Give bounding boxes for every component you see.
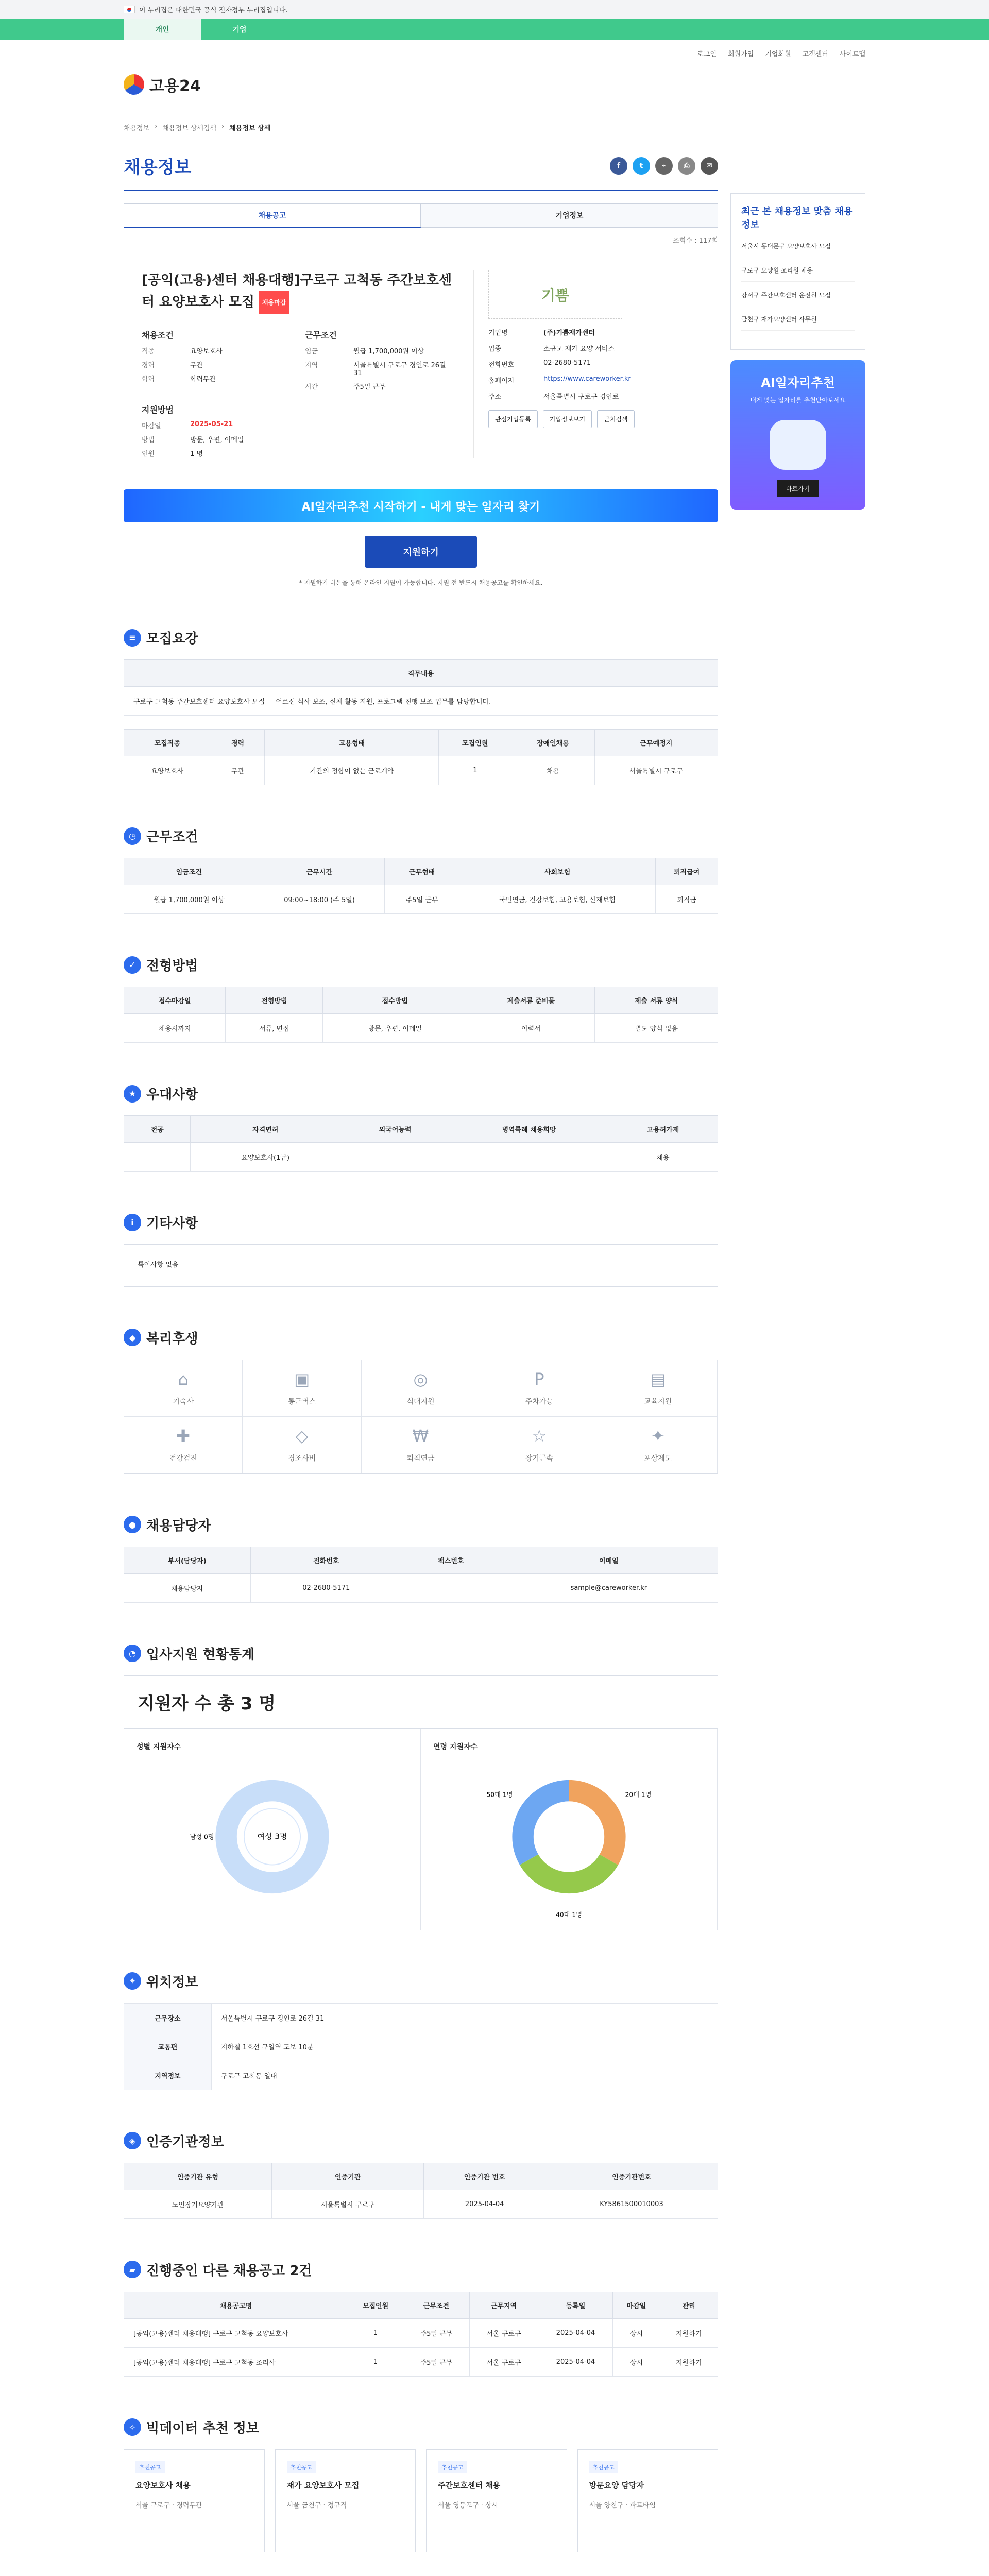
site-header — [0, 66, 989, 113]
robot-icon — [770, 420, 826, 470]
summary-info-grid — [142, 329, 456, 458]
twitter-icon[interactable]: t — [633, 157, 650, 175]
stats-header — [124, 1675, 718, 1728]
job-tabs — [124, 203, 718, 228]
location-table: 근무장소 서울특별시 구로구 경인로 26길 31 교통편 지하철 1호선 구일역 도보 10분 지역정보 구로구 고척동 일대 — [124, 2003, 718, 2090]
main-content — [124, 142, 718, 2552]
summary-left — [142, 270, 456, 458]
korea-flag-icon — [124, 6, 135, 13]
recent-job-item[interactable]: 금천구 재가요양센터 사무원 — [741, 314, 855, 330]
age-label-1: 40대 1명 — [556, 1910, 582, 1918]
benefit-item: ✚ 건강검진 — [124, 1417, 243, 1473]
age-donut-hole — [541, 1808, 597, 1865]
tab-company[interactable]: 기업 — [232, 26, 247, 34]
briefcase-icon: ▰ — [124, 2261, 141, 2278]
recent-jobs-box: 최근 본 채용정보 맞춤 채용정보 서울시 동대문구 요양보호사 모집 구로구 요양원 조리원 채용 강서구 주간보호센터 운전원 모집 금천구 재가요양센터 사무원 — [730, 193, 865, 350]
job-summary-table: 모집직종 경력 고용형태 모집인원 장애인채용 근무예정지 요양보호사 무관 기간의 정함이 없는 근로계약 1 채용 서울특별시 구로구 — [124, 729, 718, 785]
breadcrumb-home[interactable]: 채용정보 — [124, 125, 150, 132]
other-job-apply-link[interactable]: 지원하기 — [660, 2347, 718, 2376]
agency-table: 인증기관 유형 인증기관 인증기관 번호 인증기관번호 노인장기요양기관 서울특별시 구로구 2025-04-04 KY5861500010003 — [124, 2163, 718, 2219]
company-summary — [473, 270, 700, 458]
gift-icon: ◇ — [295, 1426, 309, 1446]
link-icon[interactable]: ⌁ — [655, 157, 673, 175]
method-table: 접수마감일 전형방법 접수방법 제출서류 준비물 제출 서류 양식 채용시까지 서류, 면접 방문, 우편, 이메일 이력서 별도 양식 없음 — [124, 987, 718, 1043]
section-agency: ◈ 인증기관정보 인증기관 유형 인증기관 인증기관 번호 인증기관번호 노인장기요양기관 서울특별시 구로구 2025-04-04 KY5861500010003 — [124, 2131, 718, 2219]
etc-textbox: 특이사항 없음 — [124, 1244, 718, 1287]
apply-button[interactable]: 지원하기 — [365, 536, 477, 568]
medal-icon: ✦ — [651, 1426, 665, 1446]
ai-go-button[interactable]: 바로가기 — [777, 480, 819, 497]
tab-company-info[interactable]: 기업정보 — [421, 203, 718, 228]
work-table: 임금조건 근무시간 근무형태 사회보험 퇴직급여 월급 1,700,000원 이상 09:00~18:00 (주 5일) 주5일 근무 국민연금, 건강보험, 고용보험, 산재보험 퇴직금 — [124, 858, 718, 914]
section-preference: ★ 우대사항 전공 자격면허 외국어능력 병역특례 채용희망 고용허가제 요양보호사(1급) 채용 — [124, 1084, 718, 1172]
condition-info: 근무조건 임금 월급 1,700,000원 이상 지역 서울특별시 구로구 경인로 26길 31 시간 주5일 근무 — [305, 330, 446, 391]
util-signup[interactable]: 회원가입 — [728, 50, 754, 58]
recent-job-item[interactable]: 서울시 동대문구 요양보호사 모집 — [741, 241, 855, 257]
section-recruit: ≡ 모집요강 직무내용 구로구 고척동 주간보호센터 요양보호사 모집 — 어르신 식사 보조, 신체 활동 지원, 프로그램 진행 보조 업무를 담당합니다. 모집직종 경력 고용형태 모집인원 장애인채용 근무예정지 요양보호사 무관 기간의 정함이 없는 근로계약 1 채용 서울특별시 구로구 — [124, 628, 718, 785]
preference-table: 전공 자격면허 외국어능력 병역특례 채용희망 고용허가제 요양보호사(1급) 채용 — [124, 1115, 718, 1172]
tab-personal[interactable]: 개인 — [124, 19, 201, 40]
recommend-card[interactable]: 추천공고 재가 요양보호사 모집 서울 금천구 · 정규직 — [275, 2449, 416, 2552]
favorite-company-button[interactable]: 관심기업등록 — [488, 410, 538, 428]
benefit-item: ✦ 포상제도 — [599, 1417, 718, 1473]
util-help[interactable]: 고객센터 — [802, 50, 828, 58]
section-contact: ● 채용담당자 부서(담당자) 전화번호 팩스번호 이메일 채용담당자 02-2680-5171 sample@careworker.kr — [124, 1515, 718, 1603]
check-icon: ✓ — [124, 956, 141, 974]
benefit-item: ▤ 교육지원 — [599, 1360, 718, 1417]
award-icon: ☆ — [532, 1426, 547, 1446]
recent-job-item[interactable]: 구로구 요양원 조리원 채용 — [741, 265, 855, 281]
benefit-item: ⌂ 기숙사 — [124, 1360, 243, 1417]
nearby-button[interactable]: 근처검색 — [597, 410, 634, 428]
shield-icon: ◈ — [124, 2132, 141, 2149]
clock-icon: ◷ — [124, 827, 141, 845]
tab-job-post[interactable]: 채용공고 — [124, 203, 421, 228]
apply-info: 지원방법 마감일 2025-05-21 방법 방문, 우편, 이메일 인원 1 명 — [142, 405, 244, 458]
section-location: ⌖ 위치정보 근무장소 서울특별시 구로구 경인로 26길 31 교통편 지하철 1호선 구일역 도보 10분 지역정보 구로구 고척동 일대 — [124, 1972, 718, 2090]
gender-label-female: 여성 3명 — [257, 1832, 287, 1841]
share-actions — [610, 157, 718, 175]
age-label-2: 50대 1명 — [486, 1790, 513, 1798]
health-icon: ✚ — [176, 1426, 191, 1446]
util-login[interactable]: 로그인 — [697, 50, 717, 58]
company-homepage-link[interactable]: https://www.careworker.kr — [543, 375, 631, 383]
gender-donut-chart — [137, 1752, 408, 1922]
page-header — [124, 142, 718, 191]
gender-chart-card: 성별 지원자수 여성 3명 남성 0명 — [124, 1729, 421, 1930]
benefit-item: ▣ 통근버스 — [243, 1360, 361, 1417]
recruit-table: 직무내용 구로구 고척동 주간보호센터 요양보호사 모집 — 어르신 식사 보조, 신체 활동 지원, 프로그램 진행 보조 업무를 담당합니다. — [124, 659, 718, 716]
apply-area — [124, 536, 718, 587]
logo-icon — [124, 74, 144, 95]
sparkle-icon: ✧ — [124, 2418, 141, 2436]
recent-jobs-list — [741, 241, 855, 331]
section-stats: ◔ 입사지원 현황통계 지원자 수 총 3 명 성별 지원자수 여성 3명 남성 0명 연령 지원자수 20대 1명 40대 1명 50대 1명 — [124, 1644, 718, 1930]
section-recommend: ✧ 빅데이터 추천 정보 추천공고 요양보호사 채용 서울 구로구 · 경력무관 추천공고 재가 요양보호사 모집 서울 금천구 · 정규직 추천공고 주간보호센터 채용 서울 영등포구 · 상시 추천공고 방문요양 담당자 서울 양천구 · 파트타임 — [124, 2418, 718, 2552]
table-row: [공익(고용)센터 채용대행] 구로구 고척동 요양보호사 1 주5일 근무 서울 구로구 2025-04-04 상시 지원하기 — [124, 2318, 718, 2347]
person-icon: ● — [124, 1516, 141, 1533]
print-icon[interactable]: ⎙ — [678, 157, 695, 175]
util-sitemap[interactable]: 사이트맵 — [839, 50, 865, 58]
age-chart-card: 연령 지원자수 20대 1명 40대 1명 50대 1명 — [421, 1729, 718, 1930]
table-row: [공익(고용)센터 채용대행] 구로구 고척동 조리사 1 주5일 근무 서울 구로구 2025-04-04 상시 지원하기 — [124, 2347, 718, 2376]
company-buttons — [488, 410, 700, 428]
map-pin-icon: ⌖ — [124, 1972, 141, 1990]
logo-text: 고용24 — [149, 77, 201, 95]
parking-icon: P — [534, 1369, 544, 1389]
benefit-item: ☆ 장기근속 — [480, 1417, 599, 1473]
utility-menu — [124, 40, 865, 66]
star-icon: ★ — [124, 1085, 141, 1103]
benefit-item: P 주차가능 — [480, 1360, 599, 1417]
facebook-icon[interactable]: f — [610, 157, 627, 175]
contact-table: 부서(담당자) 전화번호 팩스번호 이메일 채용담당자 02-2680-5171 sample@careworker.kr — [124, 1547, 718, 1603]
stats-charts — [124, 1728, 718, 1930]
util-company[interactable]: 기업회원 — [765, 50, 791, 58]
work-info: 채용조건 직종 요양보호사 경력 무관 학력 학력무관 — [142, 330, 223, 383]
section-work-conditions: ◷ 근무조건 임금조건 근무시간 근무형태 사회보험 퇴직급여 월급 1,700,000원 이상 09:00~18:00 (주 5일) 주5일 근무 국민연금, 건강보험, 고용보험, 산재보험 퇴직금 — [124, 826, 718, 914]
recommend-card[interactable]: 추천공고 요양보호사 채용 서울 구로구 · 경력무관 — [124, 2449, 265, 2552]
benefit-item: ◎ 식대지원 — [362, 1360, 480, 1417]
ai-recommend-box[interactable]: AI일자리추천 내게 맞는 일자리를 추천받아보세요 바로가기 — [730, 360, 865, 510]
info-icon: i — [124, 1214, 141, 1231]
job-summary — [124, 252, 718, 476]
ai-banner-text: AI일자리추천 시작하기 - 내게 맞는 일자리 찾기 — [301, 500, 540, 514]
ai-banner[interactable] — [124, 489, 718, 522]
other-job-apply-link[interactable]: 지원하기 — [660, 2318, 718, 2347]
recommend-grid — [124, 2449, 718, 2552]
education-icon: ▤ — [650, 1369, 666, 1389]
bus-icon: ▣ — [294, 1369, 310, 1389]
company-info-button[interactable]: 기업정보보기 — [543, 410, 592, 428]
apply-notice: * 지원하기 버튼을 통해 온라인 지원이 가능합니다. 지원 전 반드시 채용공고를 확인하세요. — [299, 579, 543, 586]
breadcrumb: 채용정보 › 채용정보 상세검색 › 채용정보 상세 — [124, 123, 271, 132]
recent-job-item[interactable]: 강서구 주간보호센터 운전원 모집 — [741, 290, 855, 306]
breadcrumb-current: 채용정보 상세 — [229, 125, 271, 132]
section-other-jobs: ▰ 진행중인 다른 채용공고 2건 채용공고명 모집인원 근무조건 근무지역 등록일 마감일 관리 [공익(고용)센터 채용대행] 구로구 고척동 요양보호사 1 주5일 근무 서울 구로구 2025-04-04 상시 지원하기 [공익(고용)센터 채용대행] 구로구 고척동 조리사 1 주5일 근무 서울 구로구 2025-04-04 상시 지원하기 — [124, 2260, 718, 2377]
section-method: ✓ 전형방법 접수마감일 전형방법 접수방법 제출서류 준비물 제출 서류 양식 채용시까지 서류, 면접 방문, 우편, 이메일 이력서 별도 양식 없음 — [124, 955, 718, 1043]
user-type-tabs — [0, 19, 989, 40]
right-sidebar — [730, 142, 865, 2552]
job-title: [공익(고용)센터 채용대행]구로구 고척동 주간보호센터 요양보호사 모집 채용마감 — [142, 270, 456, 314]
section-benefit: ◆ 복리후생 ⌂ 기숙사 ▣ 통근버스 ◎ 식대지원 P 주차가능 ▤ 교육지원 ✚ 건강검진 ◇ 경조사비 ₩ 퇴직연금 ☆ 장기근속 ✦ 포상제도 — [124, 1328, 718, 1474]
page-title: 채용정보 — [124, 157, 192, 178]
status-badge: 채용마감 — [259, 291, 289, 314]
section-etc: i 기타사항 특이사항 없음 — [124, 1213, 718, 1287]
gift-icon: ◆ — [124, 1329, 141, 1346]
gov-notice-bar — [0, 0, 989, 19]
recommend-card[interactable]: 추천공고 주간보호센터 채용 서울 영등포구 · 상시 — [426, 2449, 567, 2552]
benefit-item: ₩ 퇴직연금 — [362, 1417, 480, 1473]
gender-label-male: 남성 0명 — [190, 1833, 214, 1841]
view-count: 조회수 : 117회 — [673, 237, 718, 245]
mail-icon[interactable]: ✉ — [701, 157, 718, 175]
recommend-card[interactable]: 추천공고 방문요양 담당자 서울 양천구 · 파트타임 — [577, 2449, 719, 2552]
meal-icon: ◎ — [413, 1369, 428, 1389]
document-icon: ≡ — [124, 629, 141, 647]
site-logo[interactable] — [124, 73, 201, 96]
gov-notice-text: 이 누리집은 대한민국 공식 전자정부 누리집입니다. — [139, 6, 288, 14]
breadcrumb-search[interactable]: 채용정보 상세검색 — [162, 125, 217, 132]
applicant-count: 지원자 수 총 3 명 — [138, 1693, 276, 1714]
home-icon: ⌂ — [178, 1369, 189, 1389]
age-donut-chart — [433, 1752, 705, 1922]
chart-icon: ◔ — [124, 1645, 141, 1662]
company-meta: 기업명 (주)기쁨재가센터 업종 소규모 재가 요양 서비스 전화번호 02-2680-5171 홈페이지 https://www.careworker.kr 주소 서울특별시 구로구 경인로 — [488, 327, 700, 401]
benefit-item: ◇ 경조사비 — [243, 1417, 361, 1473]
pension-icon: ₩ — [412, 1426, 429, 1446]
other-jobs-table: 채용공고명 모집인원 근무조건 근무지역 등록일 마감일 관리 [공익(고용)센터 채용대행] 구로구 고척동 요양보호사 1 주5일 근무 서울 구로구 2025-04-04 상시 지원하기 [공익(고용)센터 채용대행] 구로구 고척동 조리사 1 주5일 근무 서울 구로구 2025-04-04 상시 지원하기 — [124, 2292, 718, 2377]
age-label-0: 20대 1명 — [625, 1790, 652, 1798]
benefit-grid — [124, 1360, 718, 1474]
company-logo: 기쁨 — [488, 270, 622, 319]
